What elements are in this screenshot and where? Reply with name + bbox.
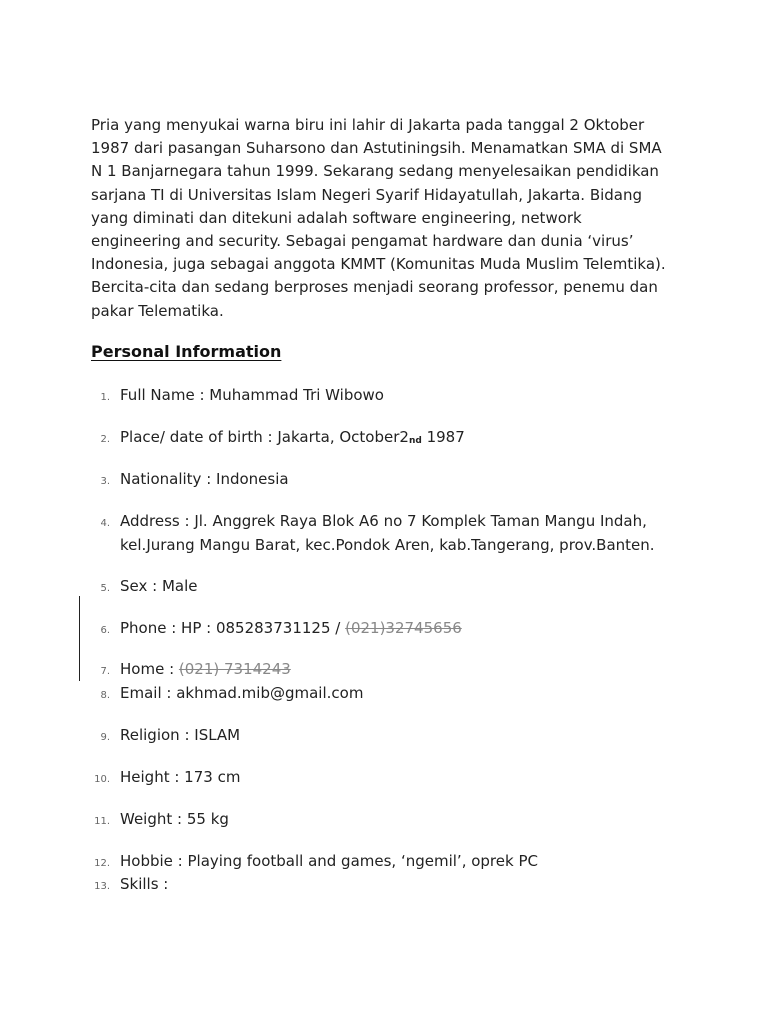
address-line: kel.Jurang Mangu Barat, kec.Pondok Aren, kab.Tangerang, prov.Banten. <box>120 535 655 554</box>
list-item-text: Weight : 55 kg <box>120 810 229 828</box>
list-number: 1. <box>100 392 110 403</box>
intro-line: pakar Telematika. <box>91 301 224 320</box>
list-number: 6. <box>100 625 110 636</box>
intro-line: Bercita-cita dan sedang berproses menjadi seorang professor, penemu dan <box>91 278 658 297</box>
list-item-text <box>120 617 720 641</box>
intro-line: 1987 dari pasangan Suharsono dan Astutiningsih. Menamatkan SMA di SMA <box>91 139 662 158</box>
list-number: 8. <box>100 690 110 701</box>
list-item-text: Skills : <box>120 875 169 893</box>
intro-line: Indonesia, juga sebagai anggota KMMT (Komunitas Muda Muslim Telemtika). <box>91 255 666 274</box>
list-item-text <box>120 658 720 682</box>
birth-year: 1987 <box>421 428 465 446</box>
intro-line: N 1 Banjarnegara tahun 1999. Sekarang sedang menyelesaikan pendidikan <box>91 162 659 181</box>
list-number: 9. <box>100 732 110 743</box>
list-number: 11. <box>94 816 110 827</box>
list-item-text: Religion : ISLAM <box>120 726 241 744</box>
struck-home-phone: (021) 7314243 <box>178 660 291 678</box>
phone-text: Phone : HP : 085283731125 / <box>120 619 346 637</box>
list-number: 12. <box>94 858 110 869</box>
intro-paragraph <box>91 114 691 323</box>
list-item-text: Email : akhmad.mib@gmail.com <box>120 684 364 702</box>
list-number: 4. <box>100 518 110 529</box>
birth-text: Place/ date of birth : Jakarta, October2 <box>120 428 409 446</box>
list-item-text: Height : 173 cm <box>120 768 241 786</box>
list-number: 5. <box>100 583 110 594</box>
list-item-text: Sex : Male <box>120 577 198 595</box>
list-number: 3. <box>100 476 110 487</box>
intro-line: Pria yang menyukai warna biru ini lahir di Jakarta pada tanggal 2 Oktober <box>91 116 645 134</box>
home-text: Home : <box>120 660 179 678</box>
intro-line: sarjana TI di Universitas Islam Negeri Syarif Hidayatullah, Jakarta. Bidang <box>91 185 643 204</box>
list-item-text: Full Name : Muhammad Tri Wibowo <box>120 386 384 404</box>
list-number: 13. <box>94 881 110 892</box>
ordinal-suffix: nd <box>408 436 422 446</box>
list-item-text <box>120 510 720 557</box>
struck-phone: (021)32745656 <box>345 619 462 637</box>
intro-line: engineering and security. Sebagai pengamat hardware dan dunia ‘virus’ <box>91 232 634 251</box>
list-number: 2. <box>100 434 110 445</box>
list-item-text: Nationality : Indonesia <box>120 470 289 488</box>
address-line: Address : Jl. Anggrek Raya Blok A6 no 7 Komplek Taman Mangu Indah, <box>120 512 647 530</box>
list-item-text <box>120 426 720 454</box>
list-number: 7. <box>100 666 110 677</box>
section-heading: Personal Information <box>91 342 282 361</box>
list-number: 10. <box>94 774 110 785</box>
margin-change-bar <box>79 596 80 681</box>
intro-line: yang diminati dan ditekuni adalah software engineering, network <box>91 208 582 227</box>
list-item-text: Hobbie : Playing football and games, ‘ngemil’, oprek PC <box>120 852 538 870</box>
